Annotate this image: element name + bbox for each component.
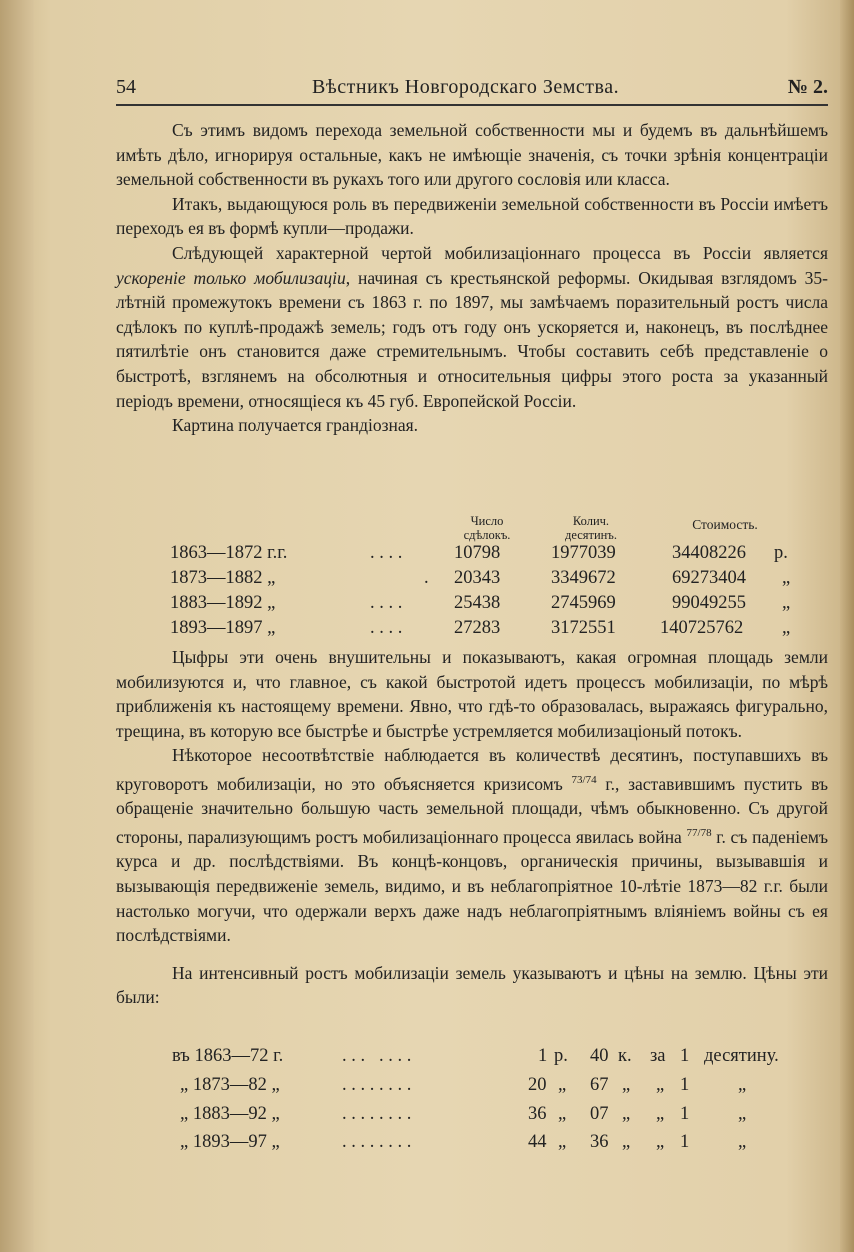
table2-rub-unit: „	[558, 1075, 567, 1095]
paragraph-1: Съ этимъ видомъ перехода земельной собственности мы и будемъ въ дальнѣйшемъ имѣть дѣло, игнорируя остальные, какъ не имѣющіе значенія, съ точки зрѣнія концентраціи земельной собственности въ рукахъ того или другого сословія или класса.	[116, 120, 828, 190]
table1-desyatin: 3172551	[551, 618, 616, 638]
table2-unit: десятину.	[704, 1046, 779, 1066]
table2-quantity: 1	[680, 1075, 690, 1095]
table2-row	[172, 1046, 854, 1071]
table1-period: 1873—1882 „	[170, 568, 276, 588]
running-header	[116, 72, 828, 102]
table1-deals: 10798	[454, 543, 501, 563]
journal-title: Вѣстникъ Новгородскаго Земства.	[312, 76, 620, 98]
table2-row	[172, 1104, 854, 1129]
table2-row	[172, 1132, 854, 1157]
table1-header-deals: Число сдѣлокъ.	[463, 514, 511, 542]
paragraph-3-emphasis: ускореніе только мобилизаціи	[116, 267, 346, 288]
table2-per: „	[656, 1132, 665, 1152]
table2-kop-unit: „	[622, 1132, 631, 1152]
table2-unit: „	[738, 1104, 747, 1124]
paragraph-6-start: Нѣкоторое несоотвѣтствіе наблюдается въ количествѣ десятинъ, поступавшихъ въ круговоротъ мобилизаціи, но это объясняется кризисомъ	[116, 745, 828, 794]
paragraph-2: Итакъ, выдающуюся роль въ передвиженіи земельной собственности въ Россіи имѣетъ переходъ ея въ формѣ купли—продажи.	[116, 193, 828, 239]
table2-rubles: 44	[528, 1132, 547, 1152]
table1-header-value: Стоимость.	[692, 517, 758, 532]
body-text-middle	[116, 645, 828, 1010]
table1-desyatin: 3349672	[551, 568, 616, 588]
table2	[172, 1046, 812, 1152]
table1-desyatin: 1977039	[551, 543, 616, 563]
table2-rub-unit: р.	[554, 1046, 568, 1066]
table2-per: „	[656, 1104, 665, 1124]
table2-period: „ 1893—97 „	[180, 1132, 280, 1152]
table2-dots: . . . . . . . .	[342, 1075, 412, 1095]
paragraph-6-middle: г., заставившимъ пустить въ обращеніе значительно большую часть земельной площади, чѣмъ обыкновенно. Съ другой стороны, парализующимъ ростъ мобилизаціоннаго процесса явилась война	[116, 773, 828, 847]
table1-desyatin: 2745969	[551, 593, 616, 613]
table1-unit: р.	[774, 543, 788, 563]
table2-kopecks: 67	[590, 1075, 609, 1095]
table2-dots: . . . . . . . .	[342, 1132, 412, 1152]
table2-rub-unit: „	[558, 1132, 567, 1152]
table2-period: „ 1873—82 „	[180, 1075, 280, 1095]
table1-row	[170, 593, 854, 618]
paragraph-6-end: г. съ паденіемъ курса и др. послѣдствіями. Въ концѣ-концовъ, органическія причины, вызывавшія и вызывающія передвиженіе земель, видимо, и въ неблагопріятное 10-лѣтіе 1873—82 г.г. были настолько могучи, что одержали верхъ даже надъ неблагопріятнымъ вліяніемъ войны съ ея послѣдствіями.	[116, 826, 828, 946]
table2-period: „ 1883—92 „	[180, 1104, 280, 1124]
table1-deals: 20343	[454, 568, 501, 588]
table1-row	[170, 618, 854, 643]
header-rule	[116, 104, 828, 106]
table2-quantity: 1	[680, 1132, 690, 1152]
paragraph-5: Цыфры эти очень внушительны и показываютъ, какая огромная площадь земли мобилизуются и, что главное, съ какой быстротой идетъ процессъ мобилизаціи, по мѣрѣ приближенія къ настоящему времени. Явно, что гдѣ-то образовалась, выражаясь фигурально, трещина, въ которую все быстрѣе и быстрѣе устремляется мобилизаціоный потокъ.	[116, 647, 828, 741]
page-number: 54	[116, 76, 136, 98]
table2-dots: . . . . . . .	[342, 1046, 412, 1066]
table2-kop-unit: „	[622, 1104, 631, 1124]
table2-per: „	[656, 1075, 665, 1095]
table2-per: за	[650, 1046, 666, 1066]
table1-row	[170, 543, 854, 568]
table2-kopecks: 36	[590, 1132, 609, 1152]
table1-dots: . . . .	[370, 593, 403, 613]
table1-dots: .	[424, 568, 429, 588]
crisis-years-fraction: 73/74	[571, 773, 597, 786]
table1-deals: 25438	[454, 593, 501, 613]
table2-quantity: 1	[680, 1104, 690, 1124]
table2-rubles: 20	[528, 1075, 547, 1095]
table2-row	[172, 1075, 854, 1100]
table1-period: 1863—1872 г.г.	[170, 543, 288, 563]
table2-dots: . . . . . . . .	[342, 1104, 412, 1124]
table1-deals: 27283	[454, 618, 501, 638]
table2-unit: „	[738, 1132, 747, 1152]
table2-kopecks: 40	[590, 1046, 609, 1066]
table2-kopecks: 07	[590, 1104, 609, 1124]
body-text-top	[116, 118, 828, 438]
paragraph-7: На интенсивный ростъ мобилизаціи земель указываютъ и цѣны на землю. Цѣны эти были:	[116, 962, 828, 1008]
table1-dots: . . . .	[370, 618, 403, 638]
table1-row	[170, 568, 854, 593]
issue-number: № 2.	[787, 76, 828, 98]
table2-rub-unit: „	[558, 1104, 567, 1124]
paragraph-3-rest: , начиная съ крестьянской реформы. Окидывая взглядомъ 35-лѣтній промежутокъ времени съ 1863 г. по 1897, мы замѣчаемъ поразительный ростъ числа сдѣлокъ по куплѣ-продажѣ земель; годъ отъ году онъ ускоряется и, наконецъ, въ послѣднее пятилѣтіе онъ становится даже стремительнымъ. Чтобы составить себѣ представленіе о быстротѣ, взглянемъ на обсолютныя и относительныя цифры этого роста за указанный періодъ времени, относящіеся къ 45 губ. Европейской Россіи.	[116, 267, 829, 411]
war-years-fraction: 77/78	[686, 826, 712, 839]
table2-rubles: 36	[528, 1104, 547, 1124]
table1-unit: „	[782, 593, 791, 613]
paragraph-6	[116, 743, 828, 947]
table2-quantity: 1	[680, 1046, 690, 1066]
table2-rubles: 1	[538, 1046, 548, 1066]
paragraph-3	[116, 241, 828, 413]
table2-unit: „	[738, 1075, 747, 1095]
table1-period: 1893—1897 „	[170, 618, 276, 638]
table1-value: 140725762	[660, 618, 744, 638]
table2-period: въ 1863—72 г.	[172, 1046, 284, 1066]
paragraph-4: Картина получается грандіозная.	[172, 415, 419, 436]
table1-value: 69273404	[672, 568, 746, 588]
table1-value: 99049255	[672, 593, 746, 613]
table1-value: 34408226	[672, 543, 746, 563]
table1-header-desyatin: Колич. десятинъ.	[565, 514, 617, 542]
table1-period: 1883—1892 „	[170, 593, 276, 613]
table1-dots: . . . .	[370, 543, 403, 563]
table1	[170, 543, 810, 643]
table2-kop-unit: к.	[618, 1046, 632, 1066]
paragraph-3-start: Слѣдующей характерной чертой мобилизаціоннаго процесса въ Россіи является	[172, 242, 828, 263]
page-edge-shadow-left	[0, 0, 34, 1252]
table1-unit: „	[782, 618, 791, 638]
table2-kop-unit: „	[622, 1075, 631, 1095]
table1-unit: „	[782, 568, 791, 588]
